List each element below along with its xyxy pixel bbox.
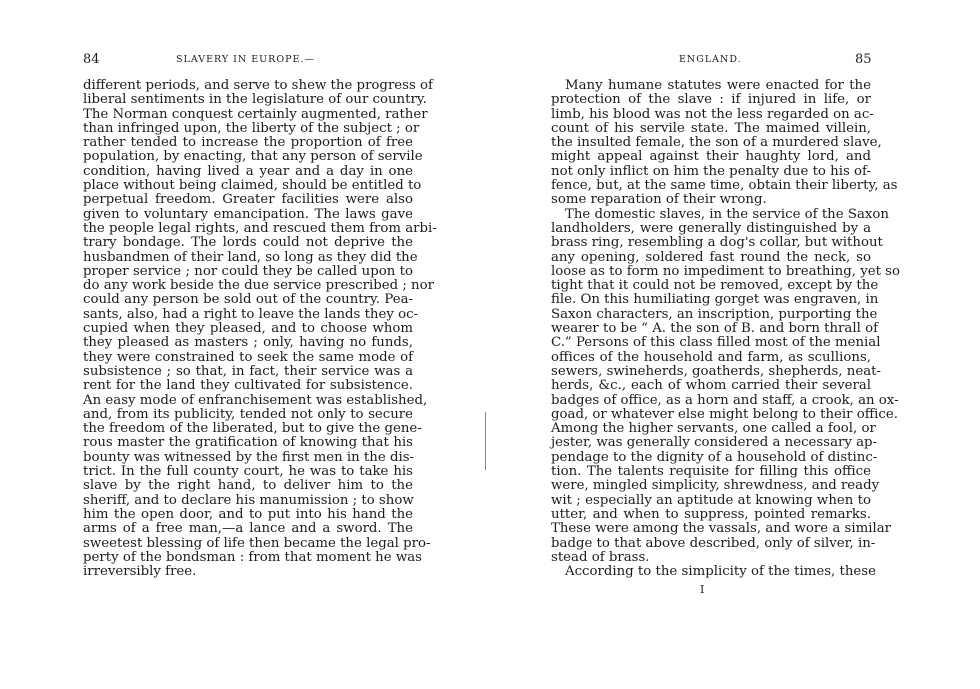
text-line: some reparation of their wrong.	[551, 192, 767, 208]
text-line: condition, having lived a year and a day in one	[83, 163, 413, 179]
text-line: do any work beside the due service prescribed ; nor	[83, 278, 434, 294]
text-line: perty of the bondsman : from that moment he was	[83, 549, 422, 565]
text-line: tion. The talents requisite for filling this office	[551, 464, 871, 480]
text-line: brass ring, resembling a dog's collar, but without	[551, 235, 883, 251]
text-line: rent for the land they cultivated for subsistence.	[83, 378, 413, 394]
text-line: and, from its publicity, tended not only to secure	[83, 406, 413, 422]
text-line: the insulted female, the son of a murdered slave,	[551, 135, 882, 151]
text-line: badge to that above described, only of silver, in-	[551, 535, 876, 551]
gutter-line	[485, 412, 486, 470]
text-line: the people legal rights, and rescued them from arbi-	[83, 220, 437, 236]
right-page-body	[551, 78, 900, 580]
text-line: irreversibly free.	[83, 564, 197, 580]
text-line: they were constrained to seek the same mode of	[83, 349, 413, 365]
text-line: tight that it could not be removed, except by the	[551, 278, 879, 294]
text-line: count of his servile state. The maimed villein,	[551, 120, 871, 136]
text-line: sewers, swineherds, goatherds, shepherds, neat-	[551, 363, 881, 379]
text-line: arms of a free man,—a lance and a sword. The	[83, 521, 413, 537]
text-line: These were among the vassals, and wore a similar	[551, 521, 892, 537]
text-line: limb, his blood was not the less regarded on ac-	[551, 106, 874, 122]
text-line: loose as to form no impediment to breathing, yet so	[551, 263, 900, 279]
text-line: bounty was witnessed by the first men in the dis-	[83, 449, 415, 465]
text-line: sweetest blessing of life then became the legal pro-	[83, 535, 431, 551]
text-line: not only inflict on him the penalty due to his of-	[551, 163, 871, 179]
text-line: pendage to the dignity of a household of distinc-	[551, 449, 878, 465]
text-line: subsistence ; so that, in fact, their service was a	[83, 363, 413, 379]
text-line: jester, was generally considered a necessary ap-	[551, 435, 878, 451]
text-line: slave by the right hand, to deliver him to the	[83, 478, 413, 494]
text-line: The domestic slaves, in the service of the Saxon	[565, 206, 889, 222]
text-line: badges of office, as a horn and staff, a crook, an ox-	[551, 392, 899, 408]
text-line: Among the higher servants, one called a fool, or	[551, 421, 876, 437]
text-line: landholders, were generally distinguished by a	[551, 220, 871, 236]
right-page-number: 85	[855, 52, 872, 67]
text-line: could any person be sold out of the country. Pea-	[83, 292, 413, 308]
text-line: different periods, and serve to shew the progress of	[83, 78, 433, 93]
text-line: liberal sentiments in the legislature of our country.	[83, 92, 427, 108]
text-line: perpetual freedom. Greater facilities were also	[83, 192, 413, 208]
text-line: cupied when they pleased, and to choose whom	[83, 321, 413, 337]
text-line: given to voluntary emancipation. The laws gave	[83, 206, 413, 222]
text-line: proper service ; nor could they be called upon to	[83, 263, 413, 279]
left-page-number: 84	[83, 52, 100, 67]
text-line: offices of the household and farm, as scullions,	[551, 349, 871, 365]
right-running-title: ENGLAND.	[679, 54, 742, 65]
text-line: husbandmen of their land, so long as they did the	[83, 249, 418, 265]
text-line: fence, but, at the same time, obtain their liberty, as	[551, 178, 898, 194]
text-line: C.” Persons of this class filled most of the menial	[551, 335, 881, 351]
text-line: rous master the gratification of knowing that his	[83, 435, 413, 451]
text-line: file. On this humiliating gorget was engraven, in	[551, 292, 879, 308]
text-line: sheriff, and to declare his manumission ; to show	[83, 492, 414, 508]
text-line: According to the simplicity of the times, these	[565, 564, 876, 580]
text-line: protection of the slave : if injured in life, or	[551, 92, 871, 108]
text-line: rather tended to increase the proportion of free	[83, 135, 413, 151]
text-line: wit ; especially an aptitude at knowing when to	[551, 492, 871, 508]
left-page-body	[83, 78, 437, 580]
text-line: trary bondage. The lords could not deprive the	[83, 235, 413, 251]
text-line: goad, or whatever else might belong to their office.	[551, 406, 898, 422]
text-line: might appeal against their haughty lord, and	[551, 149, 871, 165]
left-running-title: SLAVERY IN EUROPE.—	[176, 54, 315, 65]
text-line: The Norman conquest certainly augmented, rather	[83, 106, 428, 122]
text-line: him the open door, and to put into his hand the	[83, 506, 413, 522]
text-line: utter, and when to suppress, pointed remarks.	[551, 506, 871, 522]
text-line: than infringed upon, the liberty of the subject ; or	[83, 120, 420, 136]
text-line: stead of brass.	[551, 549, 650, 565]
text-line: any opening, soldered fast round the neck, so	[551, 249, 871, 265]
text-line: were, mingled simplicity, shrewdness, and ready	[551, 478, 880, 494]
text-line: wearer to be “ A. the son of B. and born thrall of	[551, 321, 878, 337]
signature-mark: I	[700, 583, 705, 596]
text-line: An easy mode of enfranchisement was established,	[83, 392, 428, 408]
text-line: sants, also, had a right to leave the lands they oc-	[83, 306, 419, 322]
text-line: Saxon characters, an inscription, purporting the	[551, 306, 878, 322]
text-line: Many humane statutes were enacted for the	[565, 78, 871, 93]
text-line: place without being claimed, should be entitled to	[83, 178, 422, 194]
text-line: the freedom of the liberated, but to give the gene-	[83, 421, 422, 437]
text-line: population, by enacting, that any person of servile	[83, 149, 423, 165]
text-line: trict. In the full county court, he was to take his	[83, 464, 413, 480]
text-line: herds, &c., each of whom carried their several	[551, 378, 871, 394]
text-line: they pleased as masters ; only, having no funds,	[83, 335, 413, 351]
